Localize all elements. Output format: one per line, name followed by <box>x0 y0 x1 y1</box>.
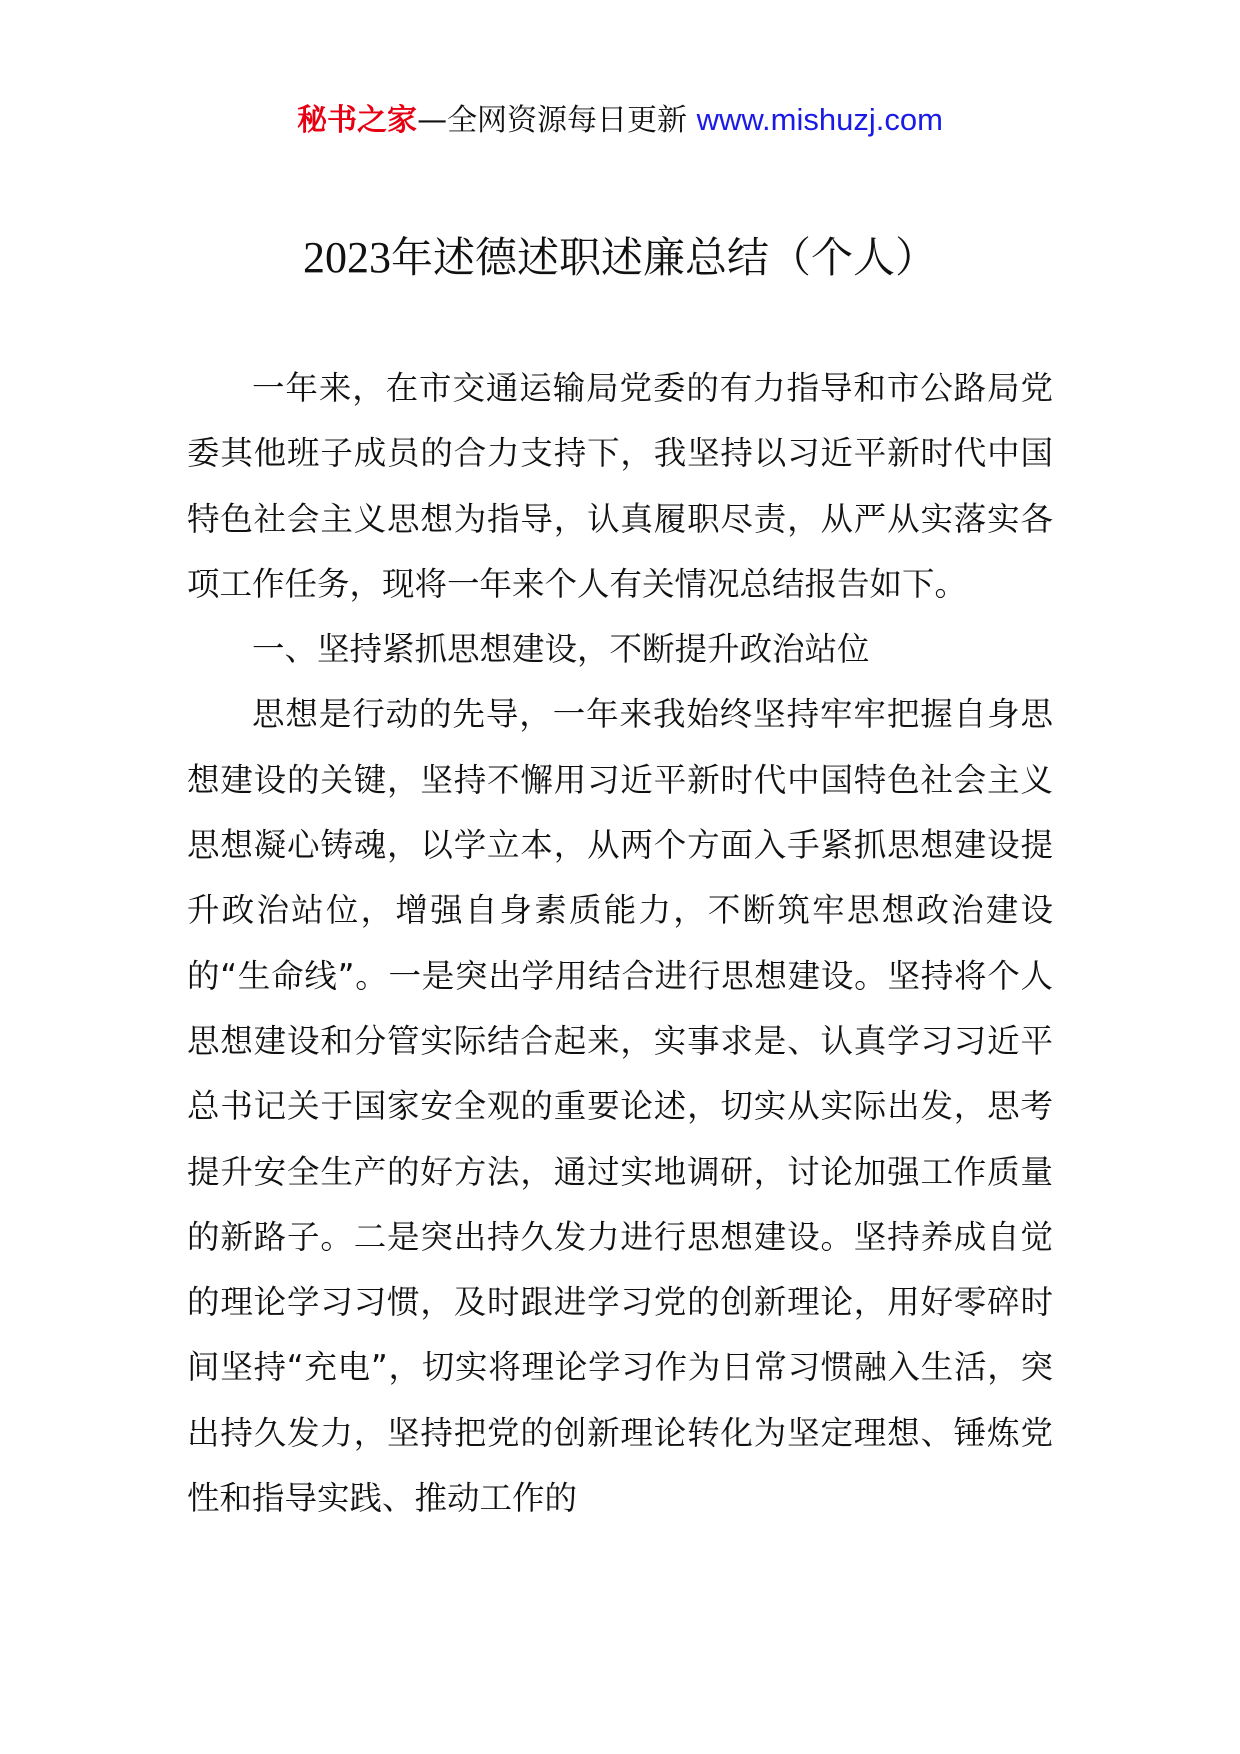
document-title <box>0 230 1240 286</box>
section-heading-1: 一、坚持紧抓思想建设，不断提升政治站位 <box>252 630 870 669</box>
intro-paragraph: 一年来，在市交通运输局党委的有力指导和市公路局党委其他班子成员的合力支持下，我坚持以习近平新时代中国特色社会主义思想为指导，认真履职尽责，从严从实落实各项工作任务，现将一年来个人有关情况总结报告如下。 <box>187 369 1053 603</box>
brand-name: 秘书之家 <box>297 103 418 138</box>
title-text: 年述德述职述廉总结（个人） <box>390 233 937 282</box>
document-body <box>187 356 1053 1531</box>
header-tagline: —全网资源每日更新 <box>417 103 697 138</box>
site-header <box>0 100 1240 141</box>
site-url-link[interactable]: www.mishuzj.com <box>696 102 943 137</box>
title-year: 2023 <box>302 233 391 282</box>
section-paragraph-1: 思想是行动的先导，一年来我始终坚持牢牢把握自身思想建设的关键，坚持不懈用习近平新时代中国特色社会主义思想凝心铸魂，以学立本，从两个方面入手紧抓思想建设提升政治站位，增强自身素质能力，不断筑牢思想政治建设的“生命线”。一是突出学用结合进行思想建设。坚持将个人思想建设和分管实际结合起来，实事求是、认真学习习近平总书记关于国家安全观的重要论述，切实从实际出发，思考提升安全生产的好方法，通过实地调研，讨论加强工作质量的新路子。二是突出持久发力进行思想建设。坚持养成自觉的理论学习习惯，及时跟进学习党的创新理论，用好零碎时间坚持“充电”，切实将理论学习作为日常习惯融入生活，突出持久发力，坚持把党的创新理论转化为坚定理想、锤炼党性和指导实践、推动工作的 <box>187 695 1053 1518</box>
